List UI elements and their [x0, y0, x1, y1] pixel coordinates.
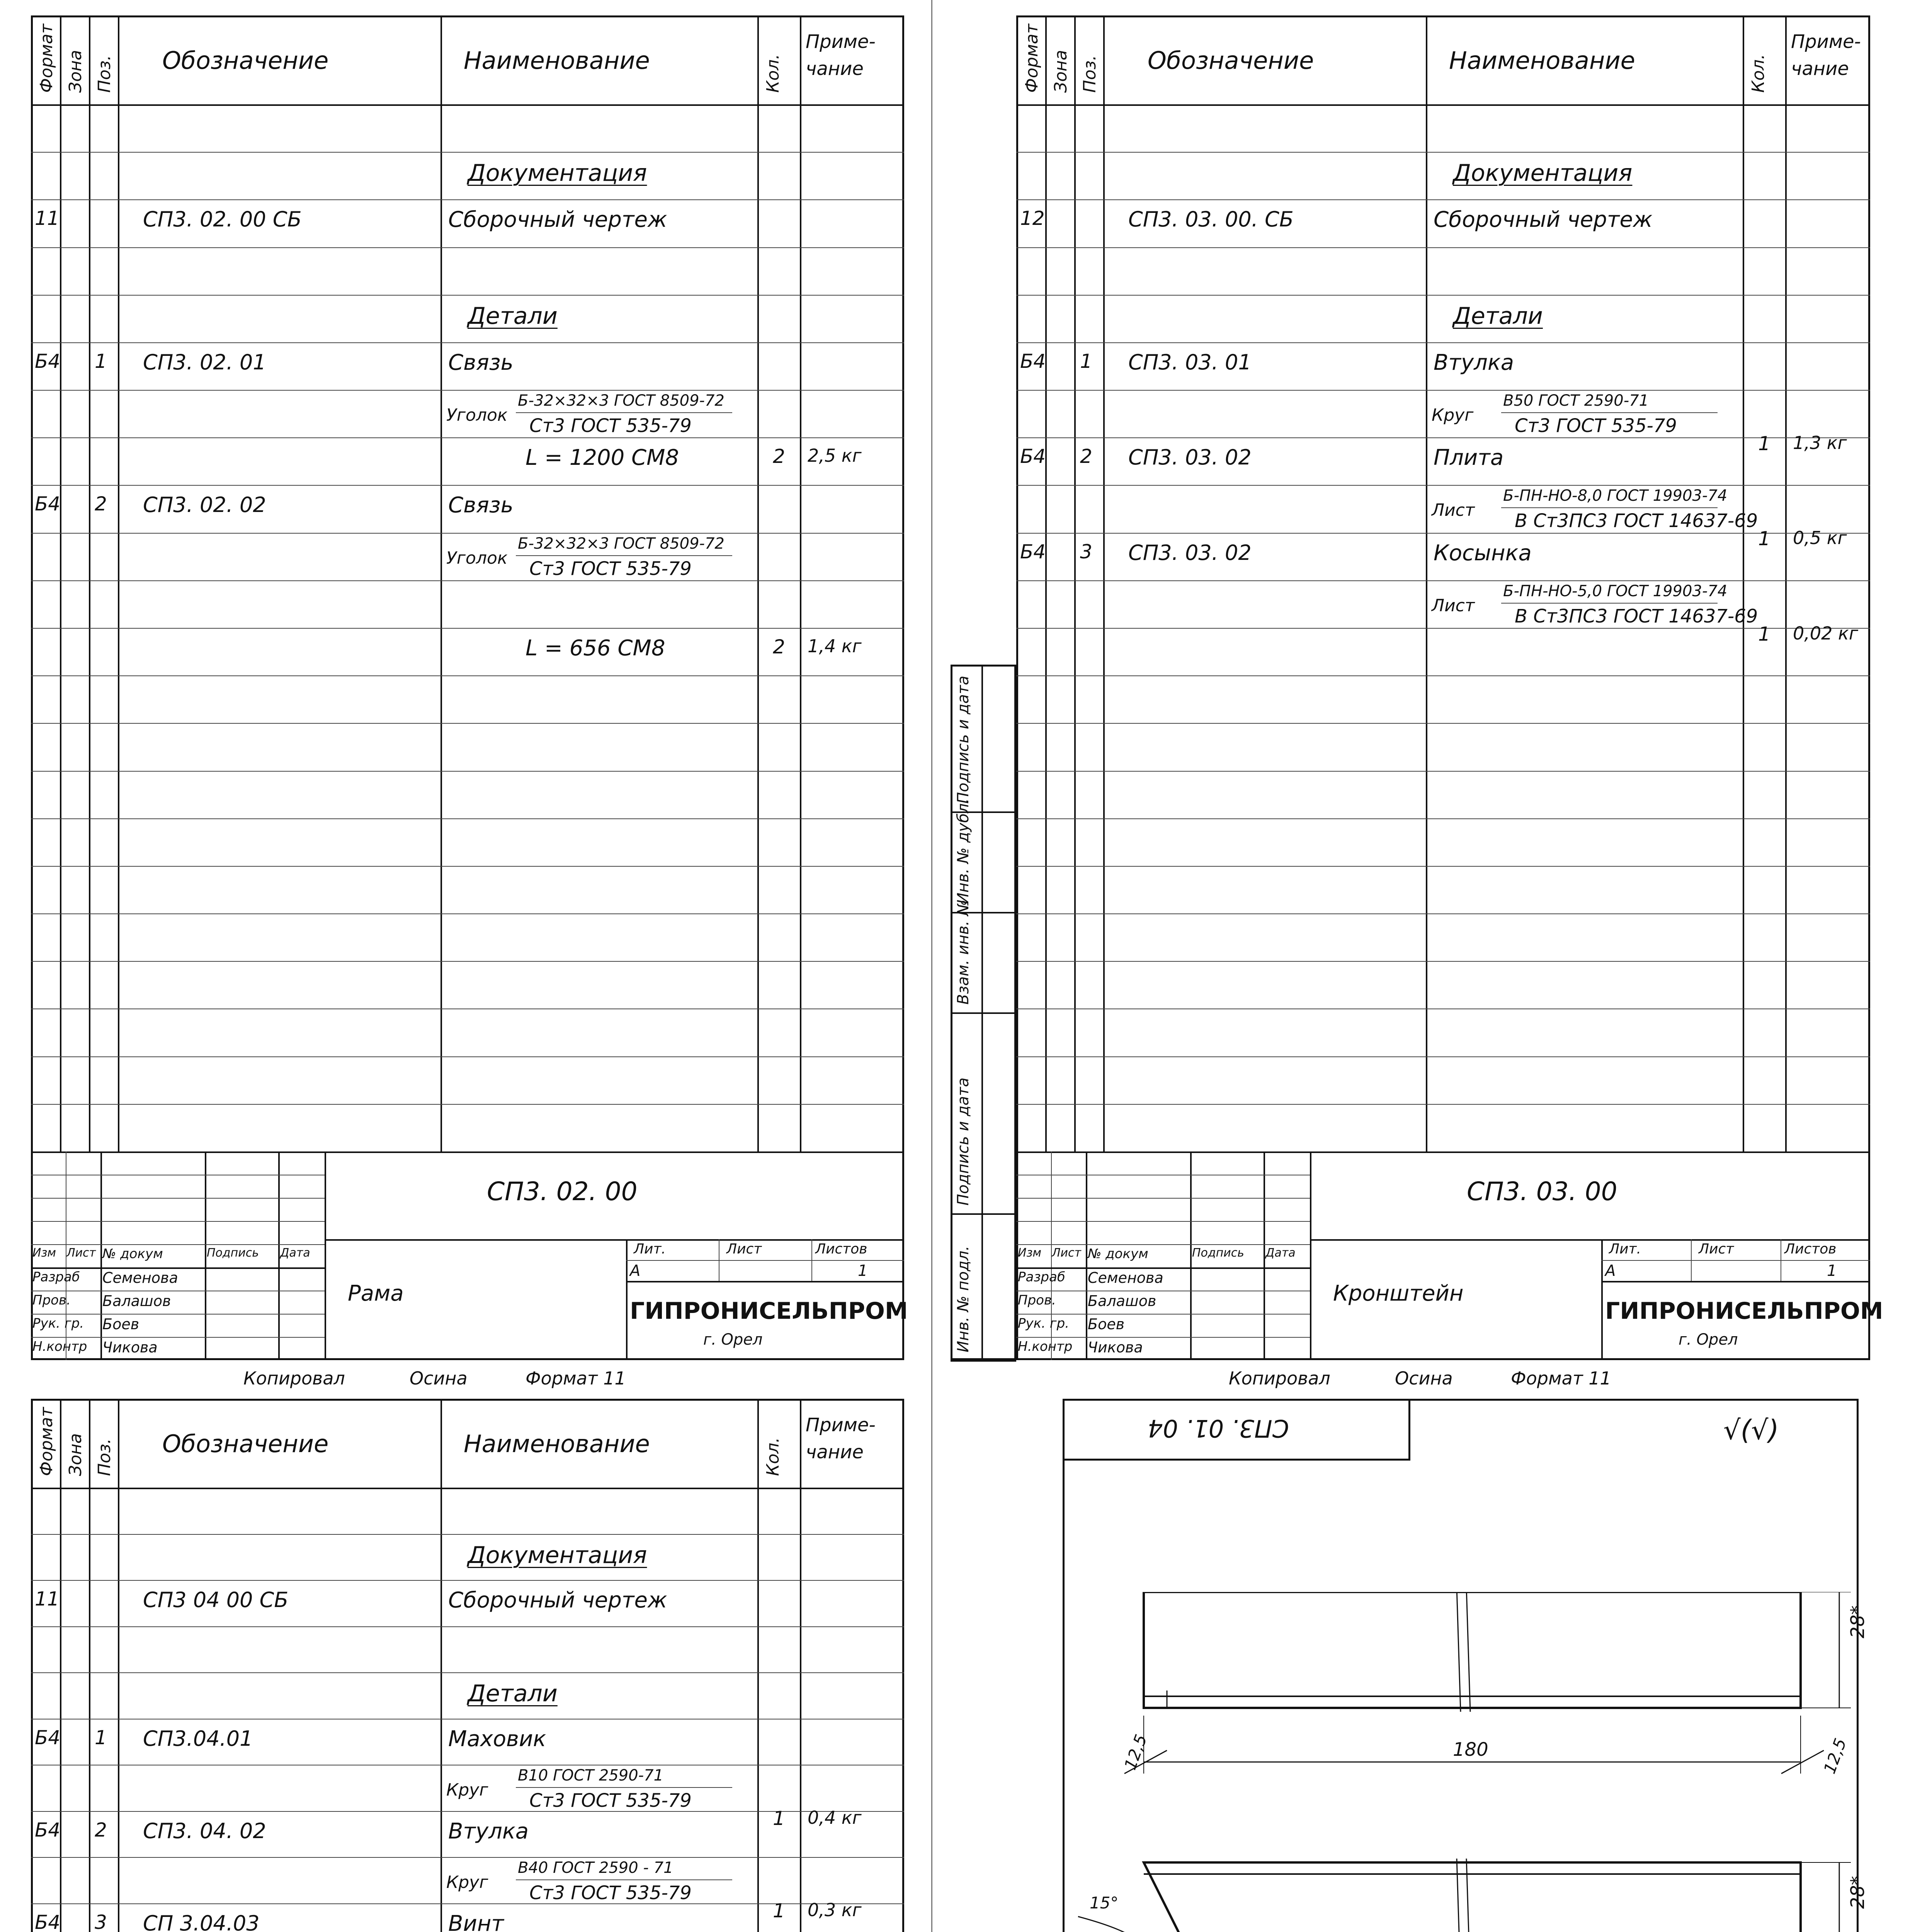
rule-line: [31, 104, 904, 106]
rule-line: [1016, 1337, 1310, 1338]
position-cell: 3: [95, 1911, 107, 1932]
position-cell: 2: [95, 493, 107, 515]
stamp-role: Рук. гр.: [1018, 1316, 1070, 1331]
note-cell: 1,4 кг: [808, 636, 862, 656]
stamp-label: Подпись: [207, 1246, 259, 1260]
stamp-role: Н.контр: [32, 1339, 87, 1354]
sheet2-specification-sheet: [951, 15, 1883, 1389]
designation-cell: СП3. 03. 02: [1128, 540, 1252, 565]
rule-line: [1501, 603, 1718, 604]
rule-line: [31, 1244, 325, 1245]
designation-cell: СП3.04.01: [143, 1726, 253, 1751]
designation-cell: СП3. 02. 00 СБ: [143, 207, 302, 232]
note-cell: 0,02 кг: [1793, 622, 1858, 644]
rule-line: [1190, 1151, 1192, 1360]
note-cell: 0,4 кг: [808, 1807, 862, 1828]
position-cell: 1: [1080, 350, 1092, 372]
rule-line: [1074, 15, 1076, 1151]
stamp-label: Изм: [1018, 1246, 1042, 1260]
rule-line: [951, 1012, 1016, 1014]
side-strip: [951, 665, 1016, 1360]
rule-line: [1016, 1244, 1310, 1245]
document-title: Рама: [348, 1281, 404, 1306]
rule-line: [1691, 1239, 1692, 1281]
mirrored-document-code: СП3. 01. 04: [1148, 1414, 1289, 1442]
column-header: чание: [806, 58, 864, 80]
stamp-role: Разраб: [32, 1269, 80, 1285]
name-cell: Сборочный чертеж: [448, 1588, 667, 1613]
rule-line: [1310, 1151, 1311, 1360]
side-strip-label: Подпись и дата: [954, 675, 972, 804]
rule-line: [205, 1151, 206, 1360]
designation-cell: СП3. 03. 01: [1128, 350, 1252, 374]
column-header: чание: [806, 1441, 864, 1463]
quantity-cell: 1: [1758, 527, 1770, 550]
column-header: Наименование: [464, 1430, 650, 1458]
note-cell: 0,3 кг: [808, 1900, 862, 1921]
stamp-role: Пров.: [1018, 1293, 1056, 1308]
stamp-label: Лит.: [634, 1241, 666, 1257]
format-cell: Б4: [1020, 350, 1046, 372]
name-cell: Связь: [448, 493, 514, 518]
rule-line: [1601, 1281, 1870, 1282]
rule-line: [31, 1626, 904, 1627]
rule-line: [31, 1198, 325, 1199]
rule-line: [1016, 199, 1870, 200]
material-spec: Б-ПН-НО-8,0 ГОСТ 19903-74: [1503, 487, 1728, 505]
format-cell: Б4: [1020, 540, 1046, 563]
part-drawing-sheet: [951, 1399, 1870, 1932]
column-header: Кол.: [1748, 54, 1768, 93]
rule-line: [516, 1787, 732, 1788]
quantity-cell: 1: [773, 1900, 785, 1922]
rule-line: [100, 1151, 102, 1360]
sheet1-specification-sheet: [31, 15, 908, 1389]
column-header: Зона: [66, 1433, 85, 1476]
name-cell: Сборочный чертеж: [448, 207, 667, 233]
page-divider: [931, 0, 932, 1932]
rule-line: [1016, 580, 1870, 581]
rule-line: [31, 723, 904, 724]
stamp-label: Лит.: [1609, 1241, 1641, 1257]
material-spec: В50 ГОСТ 2590-71: [1503, 392, 1649, 410]
rule-line: [1016, 771, 1870, 772]
column-header: Наименование: [1449, 46, 1635, 75]
stamp-person: Семенова: [102, 1269, 178, 1286]
section-heading: Детали: [468, 1680, 558, 1708]
stamp-person: Балашов: [1088, 1293, 1156, 1310]
rule-line: [31, 818, 904, 819]
side-strip-label: Подпись и дата: [954, 1077, 972, 1206]
rule-line: [31, 485, 904, 486]
rule-line: [1016, 866, 1870, 867]
sheet-count: 1: [1827, 1262, 1837, 1280]
note-cell: 1,3 кг: [1793, 432, 1847, 454]
stamp-role: Пров.: [32, 1293, 71, 1308]
copied-label: Копировал: [243, 1368, 345, 1389]
rule-line: [1016, 485, 1870, 486]
stamp-label: Подпись: [1192, 1246, 1244, 1260]
material-prefix: Круг: [446, 1872, 488, 1893]
break-line: [1457, 1859, 1461, 1932]
rule-line: [31, 1056, 904, 1057]
stamp-label: Лист: [1052, 1246, 1082, 1260]
dimension-label: 12,5: [1121, 1732, 1151, 1772]
name-cell: Винт: [448, 1911, 504, 1932]
rule-line: [31, 1151, 904, 1153]
column-header: Приме-: [806, 31, 876, 53]
side-strip-label: Инв. № подл.: [954, 1246, 972, 1352]
name-cell: Связь: [448, 350, 514, 375]
material-spec: Б-ПН-НО-5,0 ГОСТ 19903-74: [1503, 582, 1728, 600]
rule-line: [1264, 1151, 1265, 1360]
rule-line: [31, 247, 904, 248]
rule-line: [1601, 1239, 1603, 1360]
section-heading: Детали: [468, 302, 558, 330]
rule-line: [325, 1239, 904, 1241]
name-cell: Втулка: [1434, 350, 1514, 375]
rule-line: [1016, 1056, 1870, 1057]
rule-line: [118, 1399, 119, 1932]
angle-dimension-arc: [1078, 1917, 1144, 1932]
name-cell: Плита: [1434, 445, 1504, 471]
rule-line: [31, 1580, 904, 1581]
designation-cell: СП3. 02. 02: [143, 493, 266, 517]
column-header: Поз.: [1080, 55, 1100, 93]
rule-line: [60, 1399, 61, 1932]
organization-name: ГИПРОНИСЕЛЬПРОМ: [1605, 1298, 1883, 1325]
rule-line: [626, 1281, 904, 1282]
stamp-label: Листов: [1784, 1241, 1837, 1257]
rule-line: [1016, 437, 1870, 438]
format-cell: 11: [35, 1588, 60, 1611]
rule-line: [1501, 412, 1718, 413]
format-cell: Б4: [35, 1911, 61, 1932]
copier-name: Осина: [1395, 1368, 1453, 1389]
name-cell: Втулка: [448, 1818, 529, 1844]
rule-line: [31, 1267, 325, 1269]
name-cell: Косынка: [1434, 540, 1532, 566]
dimension-label: 12,5: [1820, 1736, 1850, 1776]
rule-line: [1016, 533, 1870, 534]
rule-line: [811, 1239, 812, 1281]
designation-cell: СП3. 04. 02: [143, 1818, 266, 1843]
rule-line: [1016, 247, 1870, 248]
rule-line: [1016, 342, 1870, 343]
rule-line: [1016, 1104, 1870, 1105]
column-header: Поз.: [95, 55, 114, 93]
rule-line: [31, 580, 904, 581]
rule-line: [1016, 1221, 1310, 1222]
position-cell: 2: [95, 1818, 107, 1841]
rule-line: [31, 675, 904, 676]
stamp-label: Лист: [726, 1241, 762, 1257]
rule-line: [1016, 723, 1870, 724]
rule-line: [89, 15, 90, 1151]
rule-line: [1045, 15, 1047, 1151]
lit-value: А: [1605, 1262, 1616, 1280]
section-heading: Документация: [468, 1541, 647, 1569]
material-prefix: Лист: [1432, 595, 1475, 616]
rule-line: [1086, 1151, 1087, 1360]
rule-line: [1016, 1198, 1310, 1199]
format-cell: Б4: [35, 493, 61, 515]
rule-line: [800, 15, 801, 1151]
stamp-label: Лист: [1699, 1241, 1734, 1257]
note-cell: 2,5 кг: [808, 445, 862, 466]
rule-line: [757, 1399, 759, 1932]
rule-line: [1016, 913, 1870, 914]
stamp-person: Боев: [102, 1316, 139, 1333]
rule-line: [626, 1239, 628, 1360]
document-title: Кронштейн: [1333, 1281, 1464, 1306]
column-header: Наименование: [464, 46, 650, 75]
quantity-cell: 2: [773, 445, 785, 468]
material-prefix: Круг: [1432, 405, 1474, 425]
column-header: Поз.: [95, 1438, 114, 1476]
material-grade: Ст3 ГОСТ 535-79: [529, 1790, 692, 1812]
name-cell: L = 656 СМ8: [526, 636, 665, 661]
copier-name: Осина: [410, 1368, 468, 1389]
rule-line: [31, 390, 904, 391]
rule-line: [1785, 15, 1787, 1151]
dimension-label: 28*: [1847, 1876, 1869, 1909]
section-heading: Детали: [1453, 302, 1543, 330]
position-cell: 3: [1080, 540, 1092, 563]
rule-line: [31, 1104, 904, 1105]
name-cell: Маховик: [448, 1726, 546, 1752]
rule-line: [1310, 1239, 1870, 1241]
sheet3-specification-sheet: [31, 1399, 904, 1932]
document-code: СП3. 03. 00: [1467, 1176, 1617, 1206]
rule-line: [60, 15, 61, 1151]
quantity-cell: 2: [773, 636, 785, 658]
break-line: [1466, 1592, 1470, 1712]
angle-top-view: [1144, 1592, 1801, 1708]
material-grade: В Ст3ПС3 ГОСТ 14637-69: [1515, 510, 1758, 532]
name-cell: L = 1200 СМ8: [526, 445, 679, 471]
roughness-symbol: √(√): [1723, 1414, 1779, 1446]
side-strip-label: Инв. № дубл.: [954, 798, 972, 904]
rule-line: [31, 437, 904, 438]
position-cell: 1: [95, 1726, 107, 1749]
rule-line: [31, 1672, 904, 1673]
angle-label: 15°: [1090, 1893, 1119, 1912]
material-grade: Ст3 ГОСТ 535-79: [529, 1882, 692, 1904]
material-grade: Ст3 ГОСТ 535-79: [529, 415, 692, 437]
stamp-label: № докум: [1088, 1246, 1148, 1262]
rule-line: [1016, 675, 1870, 676]
rule-line: [1016, 390, 1870, 391]
rule-line: [118, 15, 119, 1151]
note-cell: 0,5 кг: [1793, 527, 1847, 549]
rule-line: [1016, 628, 1870, 629]
dimension-label: 180: [1453, 1739, 1488, 1760]
column-header: Кол.: [763, 54, 783, 93]
rule-line: [800, 1399, 801, 1932]
section-heading: Документация: [468, 160, 647, 187]
rule-line: [31, 1314, 325, 1315]
quantity-cell: 1: [1758, 432, 1770, 455]
stamp-person: Боев: [1088, 1316, 1125, 1333]
rule-line: [31, 199, 904, 200]
quantity-cell: 1: [773, 1807, 785, 1830]
part-drawing: [951, 1592, 1870, 1932]
column-header: Кол.: [763, 1437, 783, 1476]
format-cell: Б4: [1020, 445, 1046, 468]
column-header: Формат: [37, 24, 56, 93]
format-cell: Б4: [35, 1818, 61, 1841]
section-heading: Документация: [1453, 160, 1633, 187]
format-cell: Б4: [35, 1726, 61, 1749]
rule-line: [31, 1488, 904, 1489]
designation-cell: СП3. 03. 00. СБ: [1128, 207, 1294, 232]
title-block: [1016, 1151, 1883, 1360]
sheet-count: 1: [858, 1262, 868, 1280]
material-grade: Ст3 ГОСТ 535-79: [529, 558, 692, 580]
rule-line: [516, 412, 732, 413]
material-spec: Б-32×32×3 ГОСТ 8509-72: [518, 534, 724, 553]
material-prefix: Уголок: [446, 405, 508, 425]
material-grade: Ст3 ГОСТ 535-79: [1515, 415, 1677, 437]
rule-line: [31, 913, 904, 914]
rule-line: [31, 1337, 325, 1338]
column-header: чание: [1791, 58, 1849, 80]
rule-line: [1016, 1314, 1310, 1315]
material-grade: В Ст3ПС3 ГОСТ 14637-69: [1515, 605, 1758, 627]
stamp-person: Балашов: [102, 1293, 171, 1310]
stamp-label: № докум: [102, 1246, 163, 1262]
rule-line: [1426, 15, 1427, 1151]
stamp-person: Чикова: [1088, 1339, 1143, 1356]
rule-line: [626, 1260, 904, 1261]
column-header: Зона: [66, 50, 85, 93]
rule-line: [31, 1221, 325, 1222]
column-header: Приме-: [1791, 31, 1861, 53]
break-line: [1466, 1859, 1470, 1932]
copied-label: Копировал: [1229, 1368, 1330, 1389]
sheet-frame: [31, 1399, 904, 1932]
stamp-person: Семенова: [1088, 1269, 1163, 1286]
stamp-label: Листов: [815, 1241, 867, 1257]
column-header: Формат: [37, 1407, 56, 1476]
rule-line: [89, 1399, 90, 1932]
dimension-label: 28*: [1847, 1605, 1869, 1638]
designation-cell: СП3. 02. 01: [143, 350, 266, 374]
stamp-label: Лист: [66, 1246, 96, 1260]
format-cell: 12: [1020, 207, 1045, 230]
rule-line: [278, 1151, 280, 1360]
document-code: СП3. 02. 00: [487, 1176, 638, 1206]
rule-line: [951, 1360, 1016, 1362]
side-strip-label: Взам. инв. №: [954, 900, 972, 1005]
rule-line: [1016, 295, 1870, 296]
stamp-person: Чикова: [102, 1339, 158, 1356]
rule-line: [31, 961, 904, 962]
rule-line: [31, 771, 904, 772]
rule-line: [1743, 15, 1744, 1151]
column-header: Обозначение: [1148, 46, 1314, 75]
city-label: г. Орел: [703, 1331, 763, 1349]
rule-line: [440, 15, 442, 1151]
rule-line: [1016, 152, 1870, 153]
rule-line: [516, 555, 732, 556]
stamp-label: Изм: [32, 1246, 56, 1260]
column-header: Приме-: [806, 1414, 876, 1436]
material-spec: Б-32×32×3 ГОСТ 8509-72: [518, 392, 724, 410]
rule-line: [1016, 961, 1870, 962]
designation-cell: СП3 04 00 СБ: [143, 1588, 289, 1612]
material-spec: В10 ГОСТ 2590-71: [518, 1767, 664, 1785]
column-header: Обозначение: [162, 46, 329, 75]
rule-line: [1016, 1267, 1310, 1269]
rule-line: [31, 628, 904, 629]
rule-line: [31, 295, 904, 296]
material-prefix: Лист: [1432, 500, 1475, 520]
rule-line: [1501, 507, 1718, 508]
material-prefix: Круг: [446, 1780, 488, 1800]
stamp-role: Разраб: [1018, 1269, 1065, 1285]
format-cell: Б4: [35, 350, 61, 372]
material-spec: В40 ГОСТ 2590 - 71: [518, 1859, 673, 1877]
designation-cell: СП 3.04.03: [143, 1911, 260, 1932]
format-label: Формат 11: [526, 1368, 626, 1389]
rule-line: [31, 866, 904, 867]
column-header: Зона: [1051, 50, 1071, 93]
material-prefix: Уголок: [446, 548, 508, 568]
rule-line: [951, 1213, 1016, 1215]
stamp-role: Н.контр: [1018, 1339, 1073, 1354]
rule-line: [31, 533, 904, 534]
lit-value: А: [630, 1262, 641, 1280]
position-cell: 2: [1080, 445, 1092, 468]
stamp-role: Рук. гр.: [32, 1316, 84, 1331]
quantity-cell: 1: [1758, 622, 1770, 645]
rule-line: [1016, 1151, 1870, 1153]
column-header: Обозначение: [162, 1430, 329, 1458]
stamp-label: Дата: [1265, 1246, 1296, 1260]
rule-line: [516, 1879, 732, 1880]
format-cell: 11: [35, 207, 60, 230]
column-header: Формат: [1022, 24, 1042, 93]
designation-cell: СП3. 03. 02: [1128, 445, 1252, 470]
rule-line: [1601, 1260, 1870, 1261]
rule-line: [31, 152, 904, 153]
break-line: [1457, 1592, 1461, 1712]
rule-line: [31, 342, 904, 343]
angle-bottom-view: [1144, 1862, 1801, 1932]
format-label: Формат 11: [1511, 1368, 1611, 1389]
city-label: г. Орел: [1679, 1331, 1738, 1349]
rule-line: [1016, 818, 1870, 819]
rule-line: [757, 15, 759, 1151]
rule-line: [325, 1151, 326, 1360]
organization-name: ГИПРОНИСЕЛЬПРОМ: [630, 1298, 908, 1325]
rule-line: [31, 1534, 904, 1535]
name-cell: Сборочный чертеж: [1434, 207, 1653, 233]
rule-line: [1016, 104, 1870, 106]
stamp-label: Дата: [280, 1246, 310, 1260]
rule-line: [31, 1857, 904, 1858]
title-block: [31, 1151, 908, 1360]
position-cell: 1: [95, 350, 107, 372]
rule-line: [440, 1399, 442, 1932]
rule-line: [1103, 15, 1105, 1151]
